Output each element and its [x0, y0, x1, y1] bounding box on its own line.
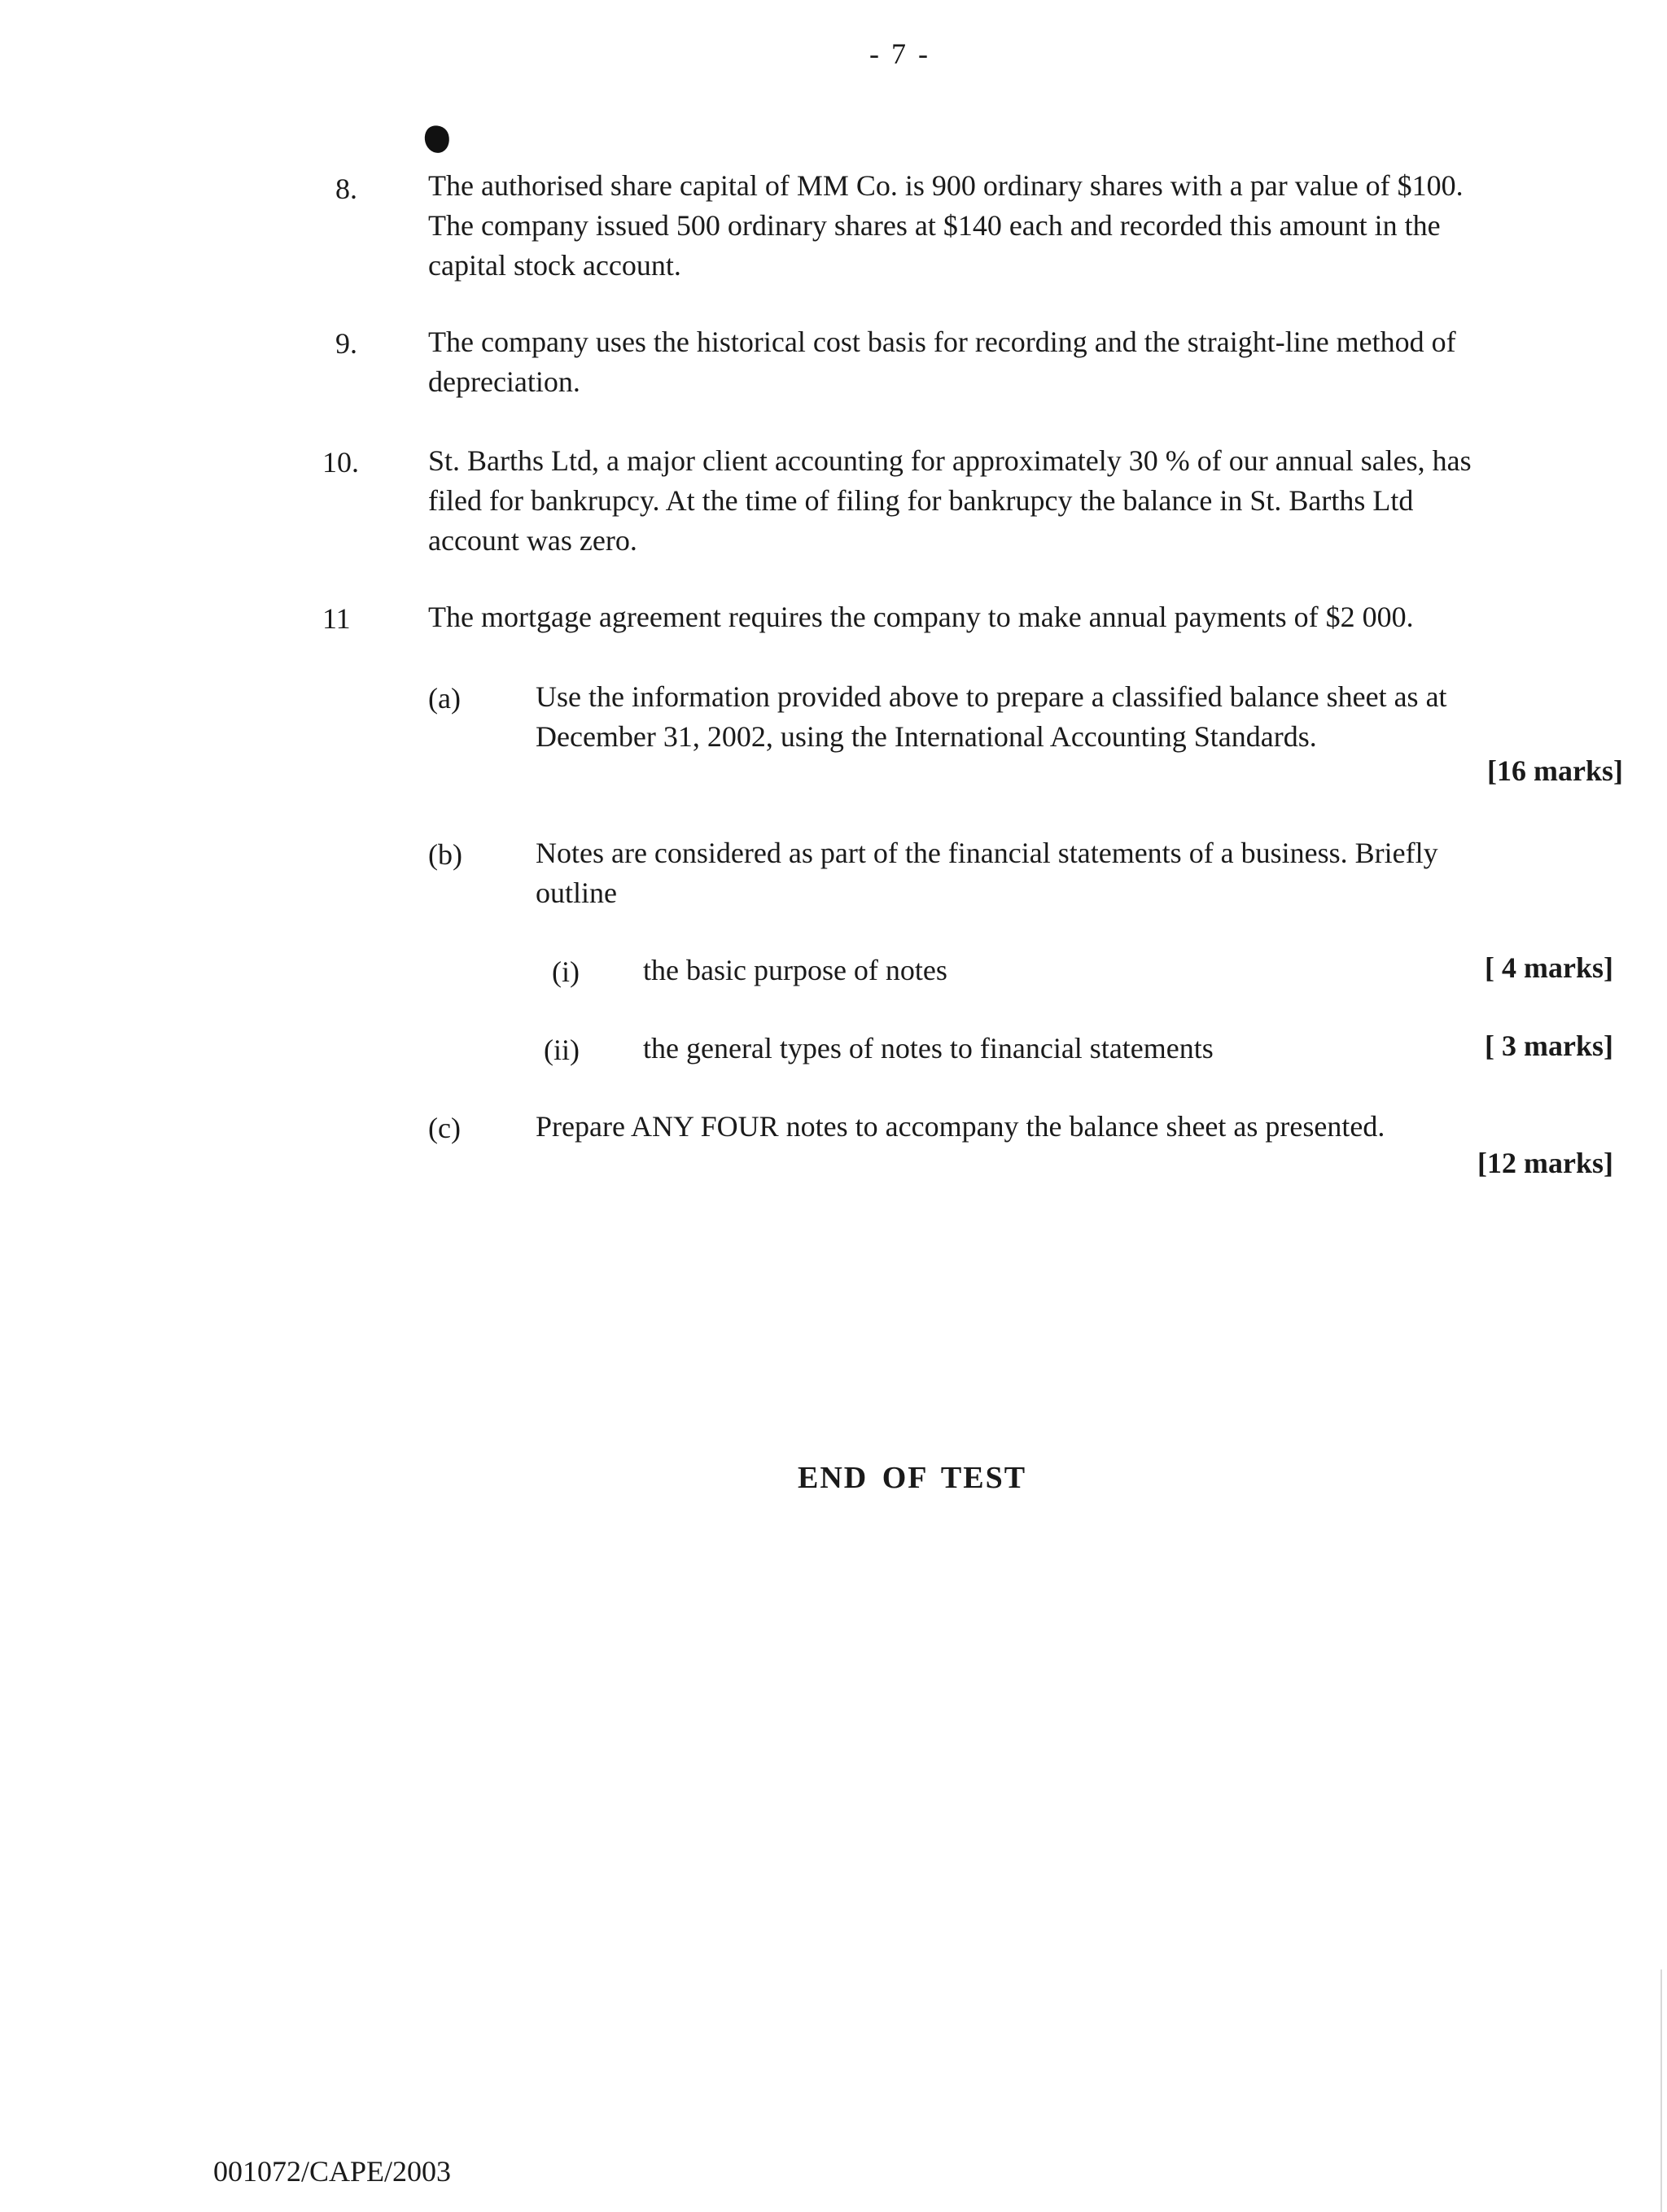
question-b-label: (b): [428, 838, 462, 871]
question-b-line-2: outline: [536, 876, 617, 909]
question-b-line-1: Notes are considered as part of the financial statements of a business. Briefly: [536, 837, 1438, 869]
item-text-9: [428, 322, 1623, 402]
end-of-test: END OF TEST: [798, 1461, 1027, 1495]
question-a-label: (a): [428, 682, 461, 715]
question-c-label: (c): [428, 1112, 461, 1144]
question-b-i-label: (i): [552, 955, 580, 988]
item-number-8: 8.: [335, 173, 357, 205]
item-8-line-2: The company issued 500 ordinary shares at $140 each and recorded this amount in the: [428, 209, 1441, 242]
item-10-line-1: St. Barths Ltd, a major client accounting for approximately 30 % of our annual sales, has: [428, 444, 1472, 477]
question-a-line-1: Use the information provided above to prepare a classified balance sheet as at: [536, 680, 1447, 713]
question-c-marks: [12 marks]: [1477, 1147, 1613, 1179]
item-8-line-3: capital stock account.: [428, 249, 681, 282]
item-text-8: [428, 166, 1623, 286]
item-9-line-2: depreciation.: [428, 365, 580, 398]
footer-code: 001072/CAPE/2003: [213, 2155, 452, 2188]
ink-blot: [422, 123, 453, 156]
item-number-9: 9.: [335, 327, 357, 360]
question-b-i-marks: [ 4 marks]: [1485, 951, 1613, 984]
question-b-text: [536, 833, 1623, 913]
question-b-ii-label: (ii): [544, 1034, 580, 1066]
item-10-line-2: filed for bankrupcy. At the time of filing for bankrupcy the balance in St. Barths Ltd: [428, 484, 1414, 517]
scan-edge-line: [1660, 1969, 1662, 2212]
question-b-i-text: the basic purpose of notes: [643, 954, 947, 986]
item-9-line-1: The company uses the historical cost basis for recording and the straight-line method of: [428, 326, 1456, 358]
question-a-line-2: December 31, 2002, using the International Accounting Standards.: [536, 720, 1317, 753]
item-text-10: [428, 441, 1623, 561]
question-c-text: Prepare ANY FOUR notes to accompany the balance sheet as presented.: [536, 1110, 1385, 1143]
item-10-line-3: account was zero.: [428, 524, 637, 557]
question-a-marks: [16 marks]: [1487, 754, 1623, 787]
question-a-text: [536, 677, 1623, 757]
item-8-line-1: The authorised share capital of MM Co. is 900 ordinary shares with a par value of $100.: [428, 169, 1464, 202]
question-b-ii-marks: [ 3 marks]: [1485, 1029, 1613, 1062]
item-number-10: 10.: [322, 446, 359, 479]
item-11-line-1: The mortgage agreement requires the company to make annual payments of $2 000.: [428, 601, 1414, 633]
page-number: - 7 -: [869, 37, 930, 70]
question-b-ii-text: the general types of notes to financial statements: [643, 1032, 1214, 1064]
item-text-11: [428, 597, 1623, 637]
item-number-11: 11: [322, 602, 351, 635]
